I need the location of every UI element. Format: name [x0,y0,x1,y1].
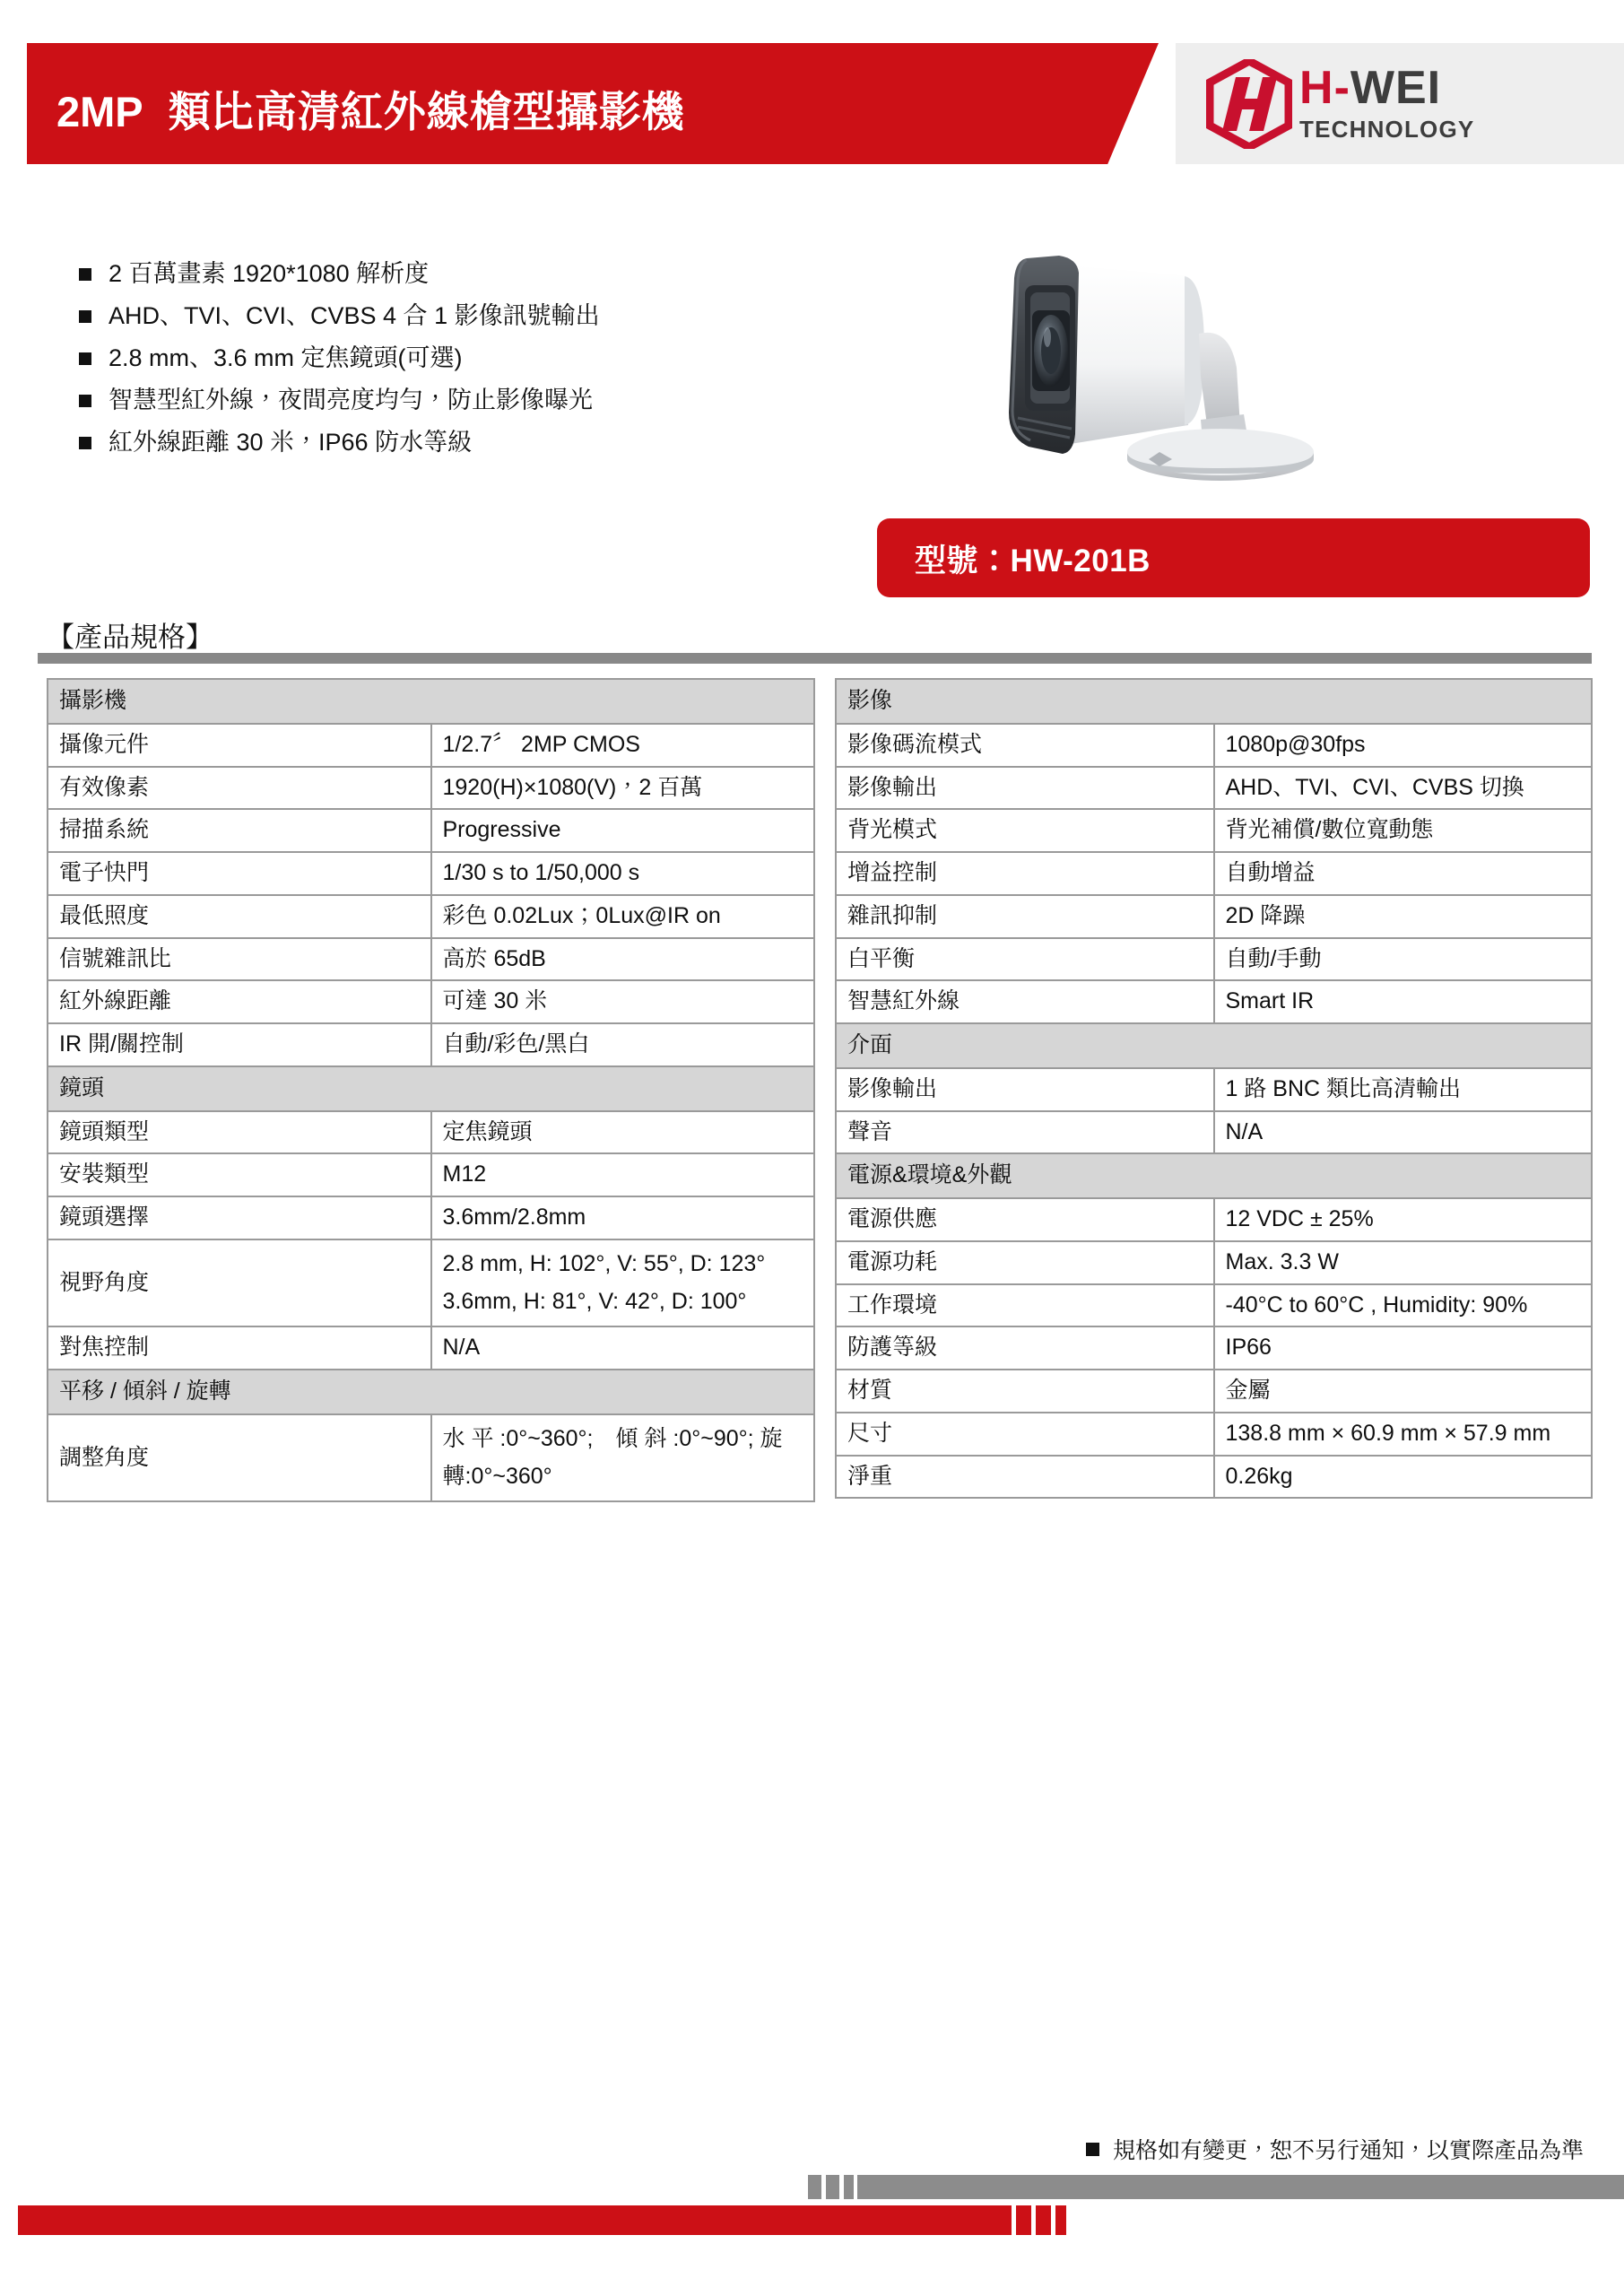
spec-row-key: 雜訊抑制 [836,895,1214,938]
footer-gray-block-2 [826,2175,839,2199]
spec-row [48,767,814,810]
spec-table-left-body [48,679,814,1501]
spec-row [836,1413,1592,1456]
spec-section-label: 介面 [836,1023,1592,1068]
page-header [0,43,1624,164]
footer-red-block-2 [1036,2205,1051,2235]
footer-red-block-1 [1016,2205,1031,2235]
spec-row-key: 增益控制 [836,852,1214,895]
spec-section-label: 電源&環境&外觀 [836,1153,1592,1198]
spec-row-key: 影像輸出 [836,1068,1214,1111]
spec-row-value: 1 路 BNC 類比高清輸出 [1214,1068,1593,1111]
spec-row [48,809,814,852]
brand-dash: - [1333,62,1350,114]
spec-row-value: 0.26kg [1214,1456,1593,1499]
spec-section-row [836,1153,1592,1198]
spec-row [48,1023,814,1066]
footer-gray-bar [857,2175,1624,2199]
spec-row-key: 有效像素 [48,767,431,810]
feature-item-label: 智慧型紅外線，夜間亮度均勻，防止影像曝光 [109,387,593,413]
spec-row-value-line: 水 平 :0°~360°; 傾 斜 :0°~90°; 旋 [442,1425,783,1451]
spec-row-key: 淨重 [836,1456,1214,1499]
spec-row-value: 背光補償/數位寬動態 [1214,809,1593,852]
spec-row-key: 最低照度 [48,895,431,938]
spec-section-row [48,1370,814,1414]
spec-row [48,724,814,767]
spec-row-value: 1080p@30fps [1214,724,1593,767]
brand-letters-wei: WEI [1350,62,1442,114]
spec-row [836,767,1592,810]
spec-row-value: N/A [1214,1111,1593,1154]
spec-row [836,1284,1592,1327]
spec-section-label: 攝影機 [48,679,814,724]
spec-row-value: 定焦鏡頭 [431,1111,815,1154]
spec-row [836,724,1592,767]
footer-disclaimer [1086,2133,1584,2165]
spec-row [48,1153,814,1196]
spec-row [48,1414,814,1502]
bullet-square-icon [79,352,91,365]
spec-row-value: M12 [431,1153,815,1196]
spec-row-value: Progressive [431,809,815,852]
spec-row [836,1241,1592,1284]
feature-item [79,422,850,464]
spec-row-key: 電源功耗 [836,1241,1214,1284]
page-title [56,79,685,139]
spec-row-value: Smart IR [1214,980,1593,1023]
spec-table-right-body [836,679,1592,1498]
page-title-main: 類比高清紅外線槍型攝影機 [168,88,685,135]
spec-row [48,980,814,1023]
spec-section-label: 平移 / 傾斜 / 旋轉 [48,1370,814,1414]
spec-row-key: 安裝類型 [48,1153,431,1196]
spec-row [836,1370,1592,1413]
hwei-hexagon-logo-icon [1206,59,1292,149]
spec-row-key: IR 開/關控制 [48,1023,431,1066]
spec-row-key: 攝像元件 [48,724,431,767]
feature-item [79,295,850,337]
feature-item-label: 2.8 mm、3.6 mm 定焦鏡頭(可選) [109,344,463,371]
spec-row-key: 信號雜訊比 [48,938,431,981]
spec-section-heading: 【產品規格】 [47,622,213,653]
footer-gray-block-3 [844,2175,854,2199]
spec-row-value: IP66 [1214,1326,1593,1370]
spec-row [48,1326,814,1370]
feature-list [79,253,850,464]
spec-row [836,809,1592,852]
feature-item-label: 紅外線距離 30 米，IP66 防水等級 [109,429,473,456]
spec-row-key: 電子快門 [48,852,431,895]
spec-row-key: 工作環境 [836,1284,1214,1327]
feature-item [79,253,850,295]
spec-row [48,1239,814,1327]
bullet-square-icon [79,395,91,407]
spec-row-key: 紅外線距離 [48,980,431,1023]
spec-row-value: 12 VDC ± 25% [1214,1198,1593,1241]
spec-section-label: 影像 [836,679,1592,724]
spec-row-key: 對焦控制 [48,1326,431,1370]
spec-row [48,852,814,895]
spec-row [48,895,814,938]
spec-row [836,895,1592,938]
spec-row-key: 影像碼流模式 [836,724,1214,767]
spec-row [836,852,1592,895]
footer-gray-block-1 [808,2175,821,2199]
spec-section-row [48,1066,814,1111]
page-title-prefix: 2MP [56,88,143,135]
spec-row-value: Max. 3.3 W [1214,1241,1593,1284]
spec-row-value-line: 3.6mm, H: 81°, V: 42°, D: 100° [442,1288,747,1314]
brand-logo [1206,57,1610,151]
spec-row-key: 防護等級 [836,1326,1214,1370]
spec-row-value: 自動/彩色/黑白 [431,1023,815,1066]
spec-row [48,1111,814,1154]
spec-row-value: 1/2.7〞 2MP CMOS [431,724,815,767]
spec-row [836,1198,1592,1241]
bullet-square-icon [79,437,91,449]
spec-row [836,1326,1592,1370]
spec-row-value: 自動/手動 [1214,938,1593,981]
spec-row [836,1111,1592,1154]
product-photo-bullet-camera [919,233,1403,493]
spec-row-value: AHD、TVI、CVI、CVBS 切換 [1214,767,1593,810]
brand-letter-h: H [1299,62,1334,114]
spec-row-value: 138.8 mm × 60.9 mm × 57.9 mm [1214,1413,1593,1456]
spec-row-key: 鏡頭選擇 [48,1196,431,1239]
spec-row [836,1068,1592,1111]
spec-row-key: 視野角度 [48,1239,431,1327]
spec-row-value: 自動增益 [1214,852,1593,895]
spec-row-value: 金屬 [1214,1370,1593,1413]
spec-row-value [431,1414,815,1502]
feature-item [79,379,850,422]
spec-row-value: 彩色 0.02Lux；0Lux@IR on [431,895,815,938]
spec-row [48,1196,814,1239]
footer-red-bar [18,2205,1012,2235]
spec-row-value: 1920(H)×1080(V)，2 百萬 [431,767,815,810]
spec-section-label: 鏡頭 [48,1066,814,1111]
spec-row [836,980,1592,1023]
spec-row [836,1456,1592,1499]
spec-heading-rule [38,653,1592,664]
feature-item [79,337,850,379]
model-number-label: 型號：HW-201B [915,544,1151,578]
spec-table-left [47,678,815,1502]
spec-row-key: 影像輸出 [836,767,1214,810]
spec-section-row [48,679,814,724]
spec-table-right [835,678,1593,1499]
brand-logo-text [1299,61,1604,143]
spec-row-value: 2D 降躁 [1214,895,1593,938]
brand-tagline: TECHNOLOGY [1299,116,1475,143]
spec-row-key: 白平衡 [836,938,1214,981]
spec-row-value: 高於 65dB [431,938,815,981]
spec-row-value-line: 2.8 mm, H: 102°, V: 55°, D: 123° [442,1250,766,1276]
spec-row-value: 3.6mm/2.8mm [431,1196,815,1239]
spec-row-key: 調整角度 [48,1414,431,1502]
spec-row-value [431,1239,815,1327]
model-number-badge [877,518,1590,597]
spec-row-value: 1/30 s to 1/50,000 s [431,852,815,895]
feature-item-label: AHD、TVI、CVI、CVBS 4 合 1 影像訊號輸出 [109,302,600,329]
spec-row-key: 智慧紅外線 [836,980,1214,1023]
spec-row-key: 鏡頭類型 [48,1111,431,1154]
footer-bullet-icon [1086,2143,1099,2156]
spec-row-value: -40°C to 60°C , Humidity: 90% [1214,1284,1593,1327]
footer-disclaimer-text: 規格如有變更，恕不另行通知，以實際產品為準 [1112,2138,1584,2163]
spec-row-key: 電源供應 [836,1198,1214,1241]
bullet-square-icon [79,310,91,323]
brand-wordmark [1299,61,1604,115]
spec-row-key: 材質 [836,1370,1214,1413]
spec-row-value-line: 轉:0°~360° [442,1463,552,1489]
feature-item-label: 2 百萬畫素 1920*1080 解析度 [109,260,430,287]
bullet-square-icon [79,268,91,281]
spec-row-key: 尺寸 [836,1413,1214,1456]
spec-row-key: 聲音 [836,1111,1214,1154]
spec-row-value: N/A [431,1326,815,1370]
spec-section-row [836,679,1592,724]
spec-row [836,938,1592,981]
footer-red-block-3 [1055,2205,1066,2235]
spec-row [48,938,814,981]
spec-section-row [836,1023,1592,1068]
spec-row-key: 背光模式 [836,809,1214,852]
spec-row-key: 掃描系統 [48,809,431,852]
spec-row-value: 可達 30 米 [431,980,815,1023]
